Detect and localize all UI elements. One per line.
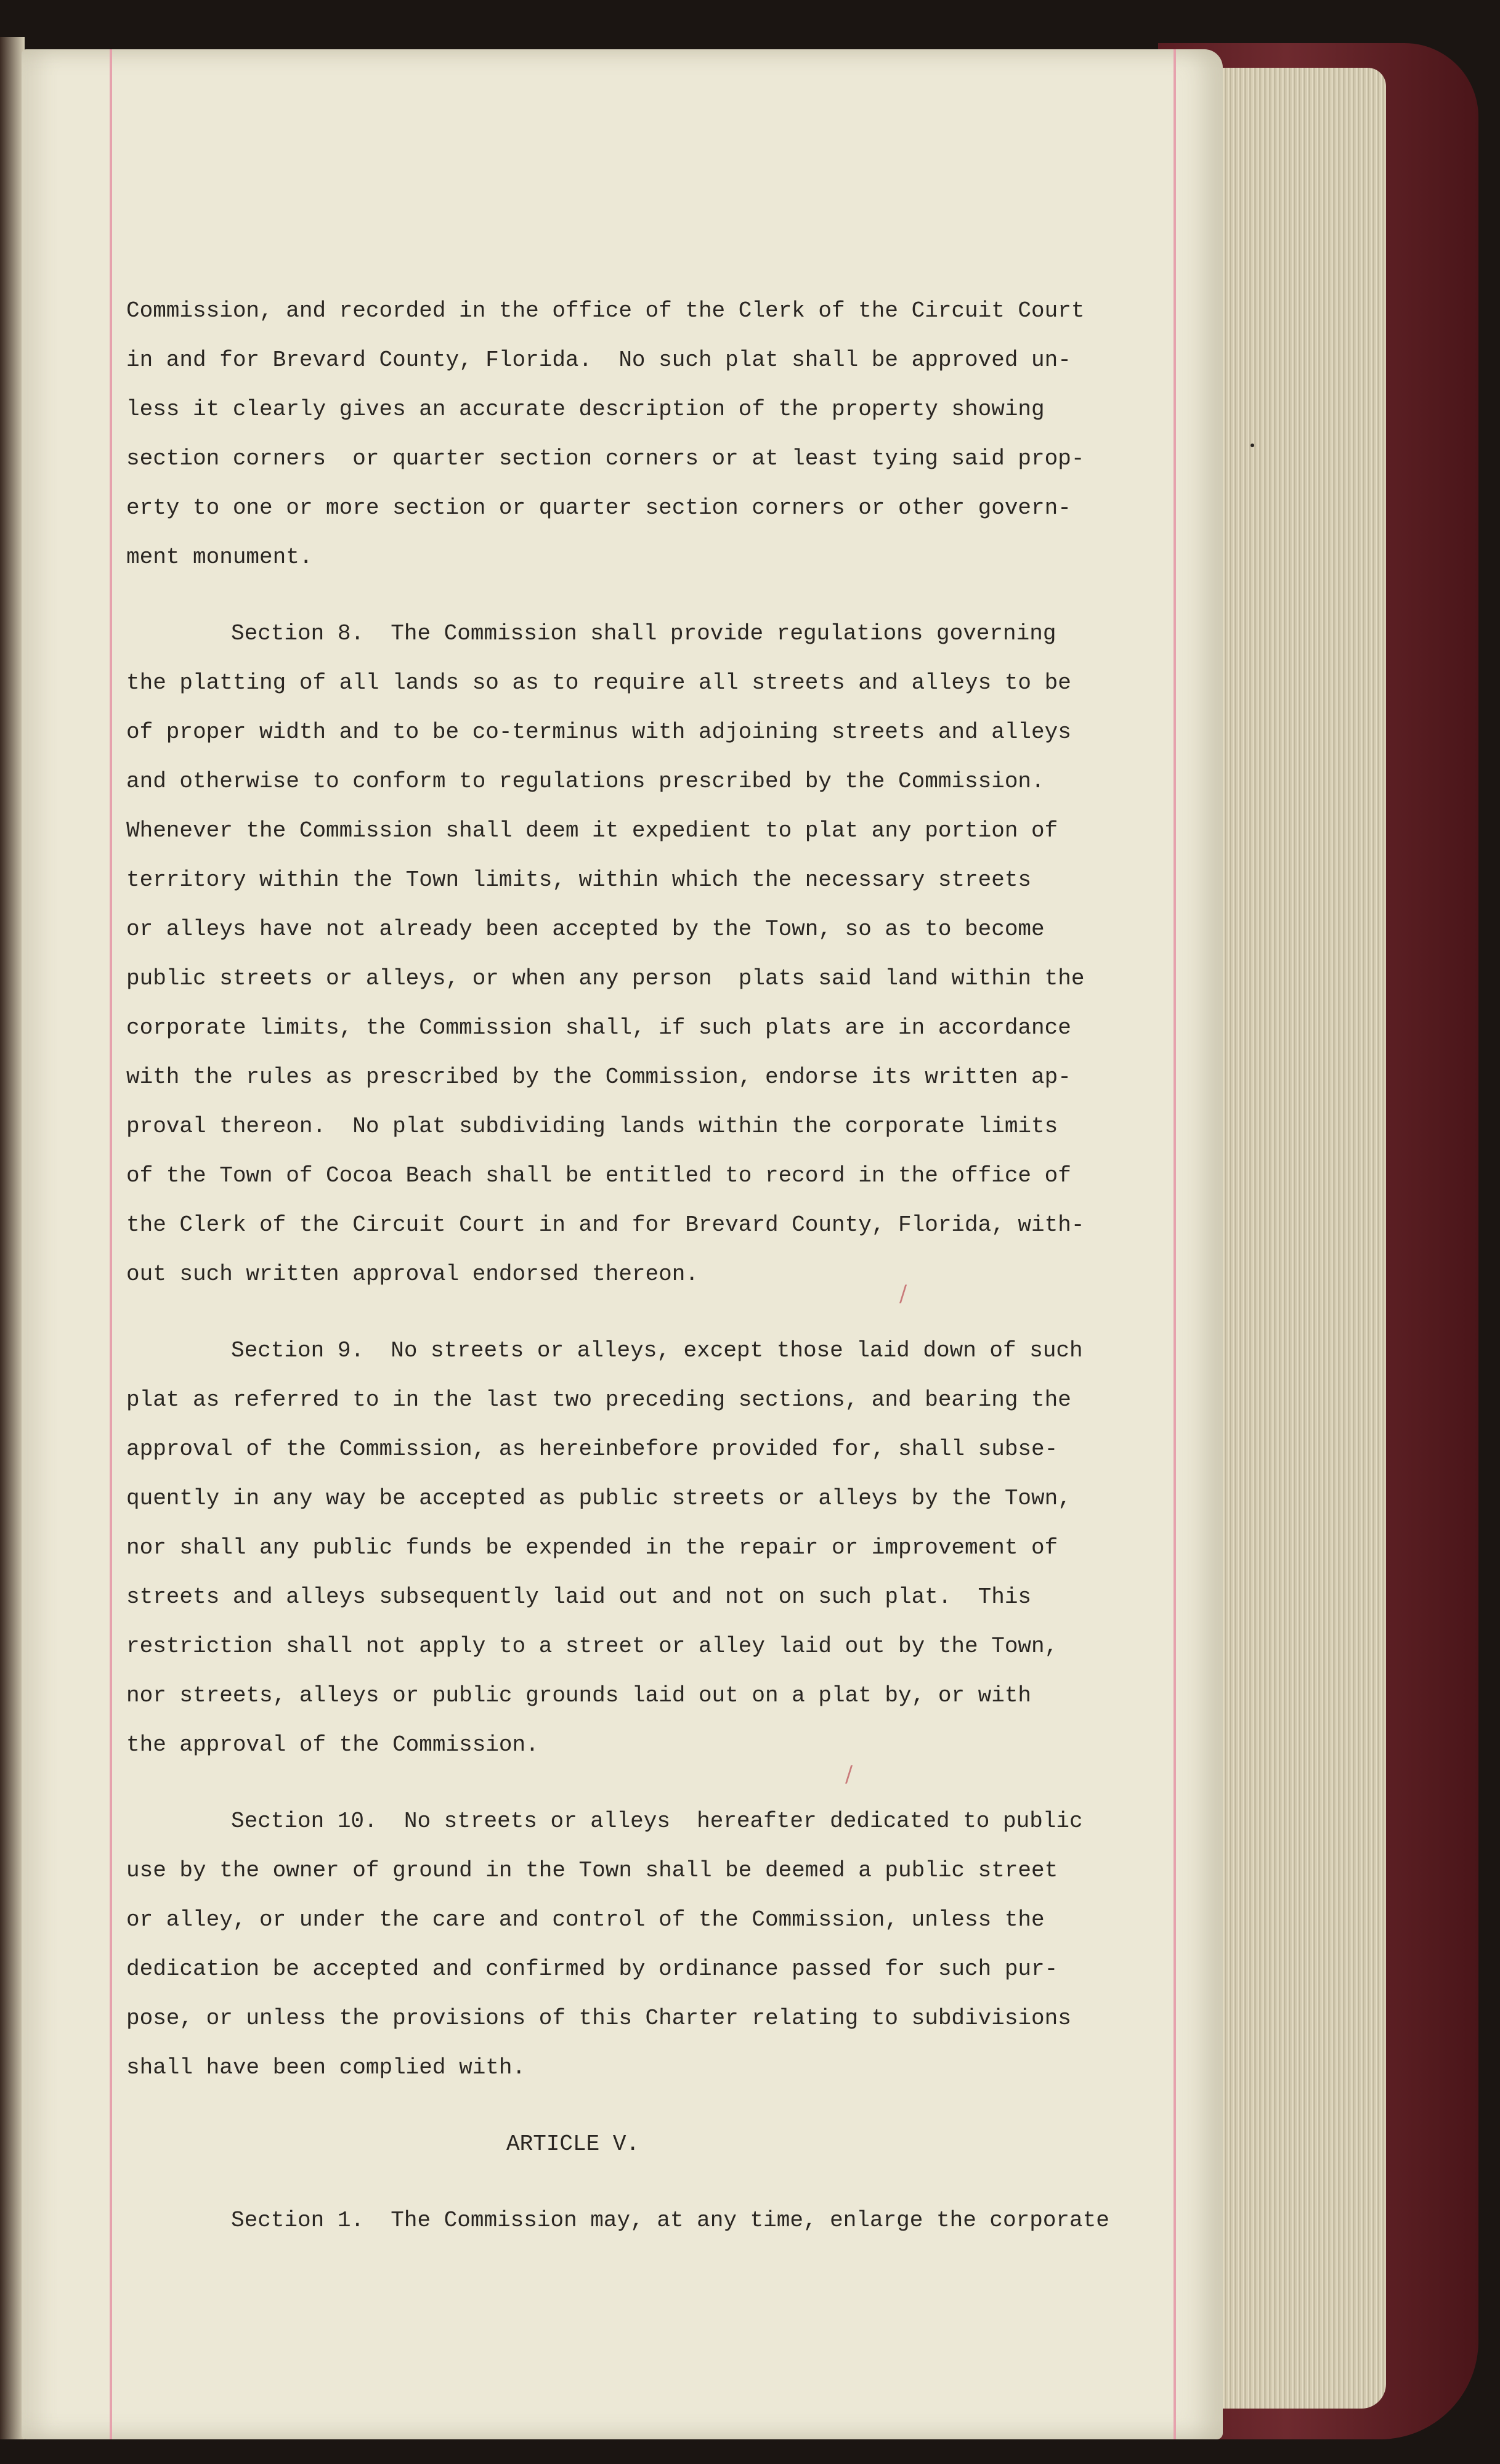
text-line: out such written approval endorsed thereon. — [126, 1262, 699, 1287]
text-line: of the Town of Cocoa Beach shall be entitled to record in the office of — [126, 1163, 1071, 1188]
text-line: Section 1. The Commission may, at any time, enlarge the corporate — [231, 2208, 1109, 2233]
pencil-mark: / — [845, 1762, 853, 1787]
text-line: approval of the Commission, as hereinbefore provided for, shall subse- — [126, 1437, 1058, 1462]
text-line: Section 8. The Commission shall provide regulations governing — [231, 621, 1056, 646]
text-line: nor shall any public funds be expended in the repair or improvement of — [126, 1535, 1058, 1560]
text-line: public streets or alleys, or when any person plats said land within the — [126, 966, 1085, 991]
text-line: section corners or quarter section corners or at least tying said prop- — [126, 446, 1085, 471]
text-line: or alley, or under the care and control of the Commission, unless the — [126, 1907, 1045, 1932]
text-line: the platting of all lands so as to require all streets and alleys to be — [126, 670, 1071, 695]
text-line: ment monument. — [126, 545, 313, 570]
text-line: proval thereon. No plat subdividing lands within the corporate limits — [126, 1114, 1058, 1139]
pencil-mark: / — [899, 1281, 907, 1307]
text-line: restriction shall not apply to a street or alley laid out by the Town, — [126, 1634, 1058, 1659]
page-edges — [1207, 68, 1386, 2409]
text-line: less it clearly gives an accurate description of the property showing — [126, 397, 1045, 422]
text-line: streets and alleys subsequently laid out and not on such plat. This — [126, 1584, 1032, 1610]
text-line: the approval of the Commission. — [126, 1732, 539, 1757]
text-line: dedication be accepted and confirmed by ordinance passed for such pur- — [126, 1956, 1058, 1982]
text-line: plat as referred to in the last two preceding sections, and bearing the — [126, 1387, 1071, 1412]
ink-dot — [1251, 444, 1254, 447]
typed-text-body — [126, 286, 1210, 2245]
facing-page-edge — [0, 37, 25, 2439]
text-line: of proper width and to be co-terminus with adjoining streets and alleys — [126, 719, 1071, 745]
text-line: use by the owner of ground in the Town shall be deemed a public street — [126, 1858, 1058, 1883]
text-line: the Clerk of the Circuit Court in and for Brevard County, Florida, with- — [126, 1212, 1085, 1238]
paragraph — [126, 286, 1210, 582]
paragraph — [126, 1797, 1210, 2093]
text-line: Commission, and recorded in the office of the Clerk of the Circuit Court — [126, 298, 1085, 323]
text-line: Section 10. No streets or alleys hereafter dedicated to public — [231, 1809, 1083, 1834]
text-line: or alleys have not already been accepted by the Town, so as to become — [126, 917, 1045, 942]
text-line: pose, or unless the provisions of this Charter relating to subdivisions — [126, 2006, 1071, 2031]
text-line: erty to one or more section or quarter section corners or other govern- — [126, 495, 1071, 521]
text-line: quently in any way be accepted as public streets or alleys by the Town, — [126, 1486, 1071, 1511]
text-line: Section 9. No streets or alleys, except those laid down of such — [231, 1338, 1083, 1363]
text-line: nor streets, alleys or public grounds laid out on a plat by, or with — [126, 1683, 1032, 1708]
left-margin-rule — [110, 49, 112, 2439]
paragraph — [126, 609, 1210, 1299]
text-line: and otherwise to conform to regulations prescribed by the Commission. — [126, 769, 1045, 794]
text-line: with the rules as prescribed by the Commission, endorse its written ap- — [126, 1064, 1071, 1090]
text-line: territory within the Town limits, within which the necessary streets — [126, 867, 1032, 893]
paragraph — [126, 1326, 1210, 1770]
text-line: corporate limits, the Commission shall, if such plats are in accordance — [126, 1015, 1071, 1040]
text-line: Whenever the Commission shall deem it expedient to plat any portion of — [126, 818, 1058, 843]
text-line: shall have been complied with. — [126, 2055, 526, 2080]
article-heading: ARTICLE V. — [506, 2131, 640, 2157]
text-line: in and for Brevard County, Florida. No such plat shall be approved un- — [126, 347, 1071, 373]
